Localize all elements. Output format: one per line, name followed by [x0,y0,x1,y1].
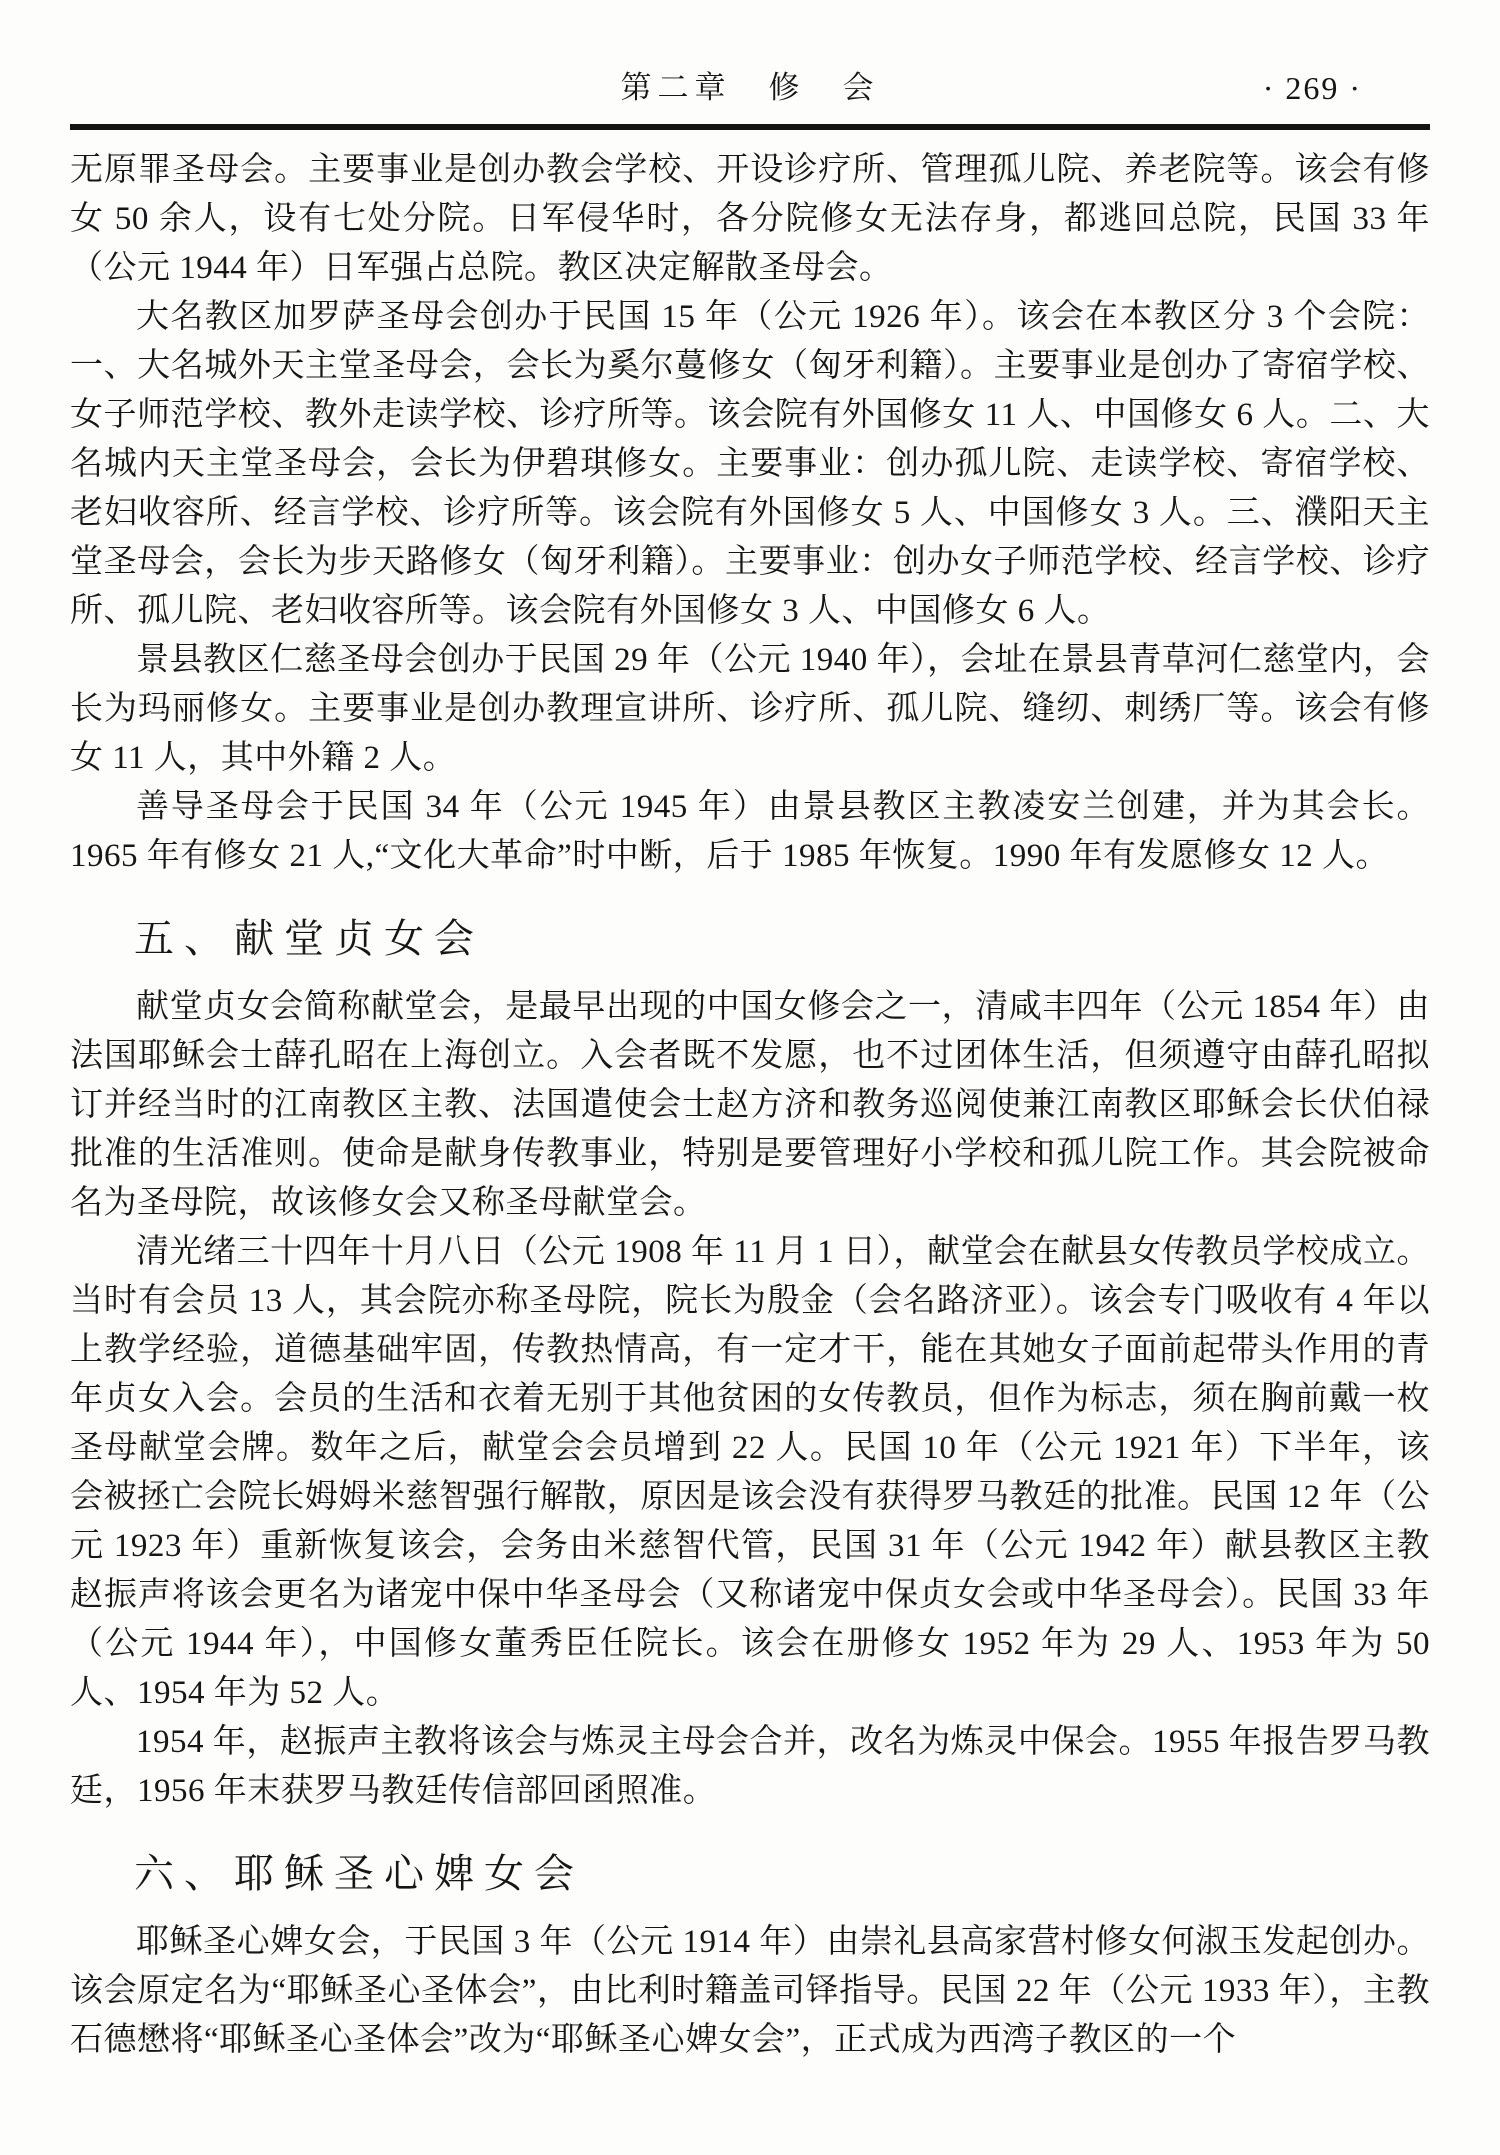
page-body [70,146,1430,2065]
section-heading-6: 六、耶稣圣心婢女会 [134,1851,584,1896]
body-paragraph-yesu-shengxin: 耶稣圣心婢女会，于民国 3 年（公元 1914 年）由崇礼县高家营村修女何淑玉发起创办。该会原定名为“耶稣圣心圣体会”，由比利时籍盖司铎指导。民国 22 年（公元 1933 年），主教石德懋将“耶稣圣心圣体会”改为“耶稣圣心婢女会”，正式成为西湾子教区的一个 [70,1924,1430,2058]
section-heading-5: 五、献堂贞女会 [134,916,484,961]
body-paragraph-xiantang-intro: 献堂贞女会简称献堂会，是最早出现的中国女修会之一，清咸丰四年（公元 1854 年）由法国耶稣会士薛孔昭在上海创立。入会者既不发愿，也不过团体生活，但须遵守由薛孔昭拟订并经当时的江南教区主教、法国遣使会士赵方济和教务巡阅使兼江南教区耶稣会长伏伯禄批准的生活准则。使命是献身传教事业，特别是要管理好小学校和孤儿院工作。其会院被命名为圣母院，故该修女会又称圣母献堂会。 [70,989,1430,1221]
body-paragraph-shandao: 善导圣母会于民国 34 年（公元 1945 年）由景县教区主教凌安兰创建，并为其会长。1965 年有修女 21 人,“文化大革命”时中断，后于 1985 年恢复。1990 年有发愿修女 12 人。 [70,789,1430,874]
body-paragraph-xiantang-merge: 1954 年，赵振声主教将该会与炼灵主母会合并，改名为炼灵中保会。1955 年报告罗马教廷，1956 年末获罗马教廷传信部回函照准。 [70,1724,1430,1809]
body-paragraph-continuation: 无原罪圣母会。主要事业是创办教会学校、开设诊疗所、管理孤儿院、养老院等。该会有修女 50 余人，设有七处分院。日军侵华时，各分院修女无法存身，都逃回总院，民国 33 年（公元 1944 年）日军强占总院。教区决定解散圣母会。 [70,152,1430,286]
page-number: · 269 · [1262,70,1362,106]
body-paragraph-xiantang-history: 清光绪三十四年十月八日（公元 1908 年 11 月 1 日），献堂会在献县女传教员学校成立。当时有会员 13 人，其会院亦称圣母院，院长为殷金（会名路济亚）。该会专门吸收有 4 年以上教学经验，道德基础牢固，传教热情高，有一定才干，能在其她女子面前起带头作用的青年贞女入会。会员的生活和衣着无别于其他贫困的女传教员，但作为标志，须在胸前戴一枚圣母献堂会牌。数年之后，献堂会会员增到 22 人。民国 10 年（公元 1921 年）下半年，该会被拯亡会院长姆姆米慈智强行解散，原因是该会没有获得罗马教廷的批准。民国 12 年（公元 1923 年）重新恢复该会，会务由米慈智代管，民国 31 年（公元 1942 年）献县教区主教赵振声将该会更名为诸宠中保中华圣母会（又称诸宠中保贞女会或中华圣母会）。民国 33 年（公元 1944 年），中国修女董秀臣任院长。该会在册修女 1952 年为 29 人、1953 年为 50 人、1954 年为 52 人。 [70,1234,1431,1711]
body-paragraph-daming: 大名教区加罗萨圣母会创办于民国 15 年（公元 1926 年）。该会在本教区分 3 个会院：一、大名城外天主堂圣母会，会长为奚尔蔓修女（匈牙利籍）。主要事业是创办了寄宿学校、女子师范学校、教外走读学校、诊疗所等。该会院有外国修女 11 人、中国修女 6 人。二、大名城内天主堂圣母会，会长为伊碧琪修女。主要事业：创办孤儿院、走读学校、寄宿学校、老妇收容所、经言学校、诊疗所等。该会院有外国修女 5 人、中国修女 3 人。三、濮阳天主堂圣母会，会长为步天路修女（匈牙利籍）。主要事业：创办女子师范学校、经言学校、诊疗所、孤儿院、老妇收容所等。该会院有外国修女 3 人、中国修女 6 人。 [70,299,1430,629]
page-header [70,64,1430,112]
chapter-title: 第二章 修 会 [620,70,880,105]
header-rule [70,124,1430,130]
body-paragraph-jingxian: 景县教区仁慈圣母会创办于民国 29 年（公元 1940 年），会址在景县青草河仁慈堂内，会长为玛丽修女。主要事业是创办教理宣讲所、诊疗所、孤儿院、缝纫、刺绣厂等。该会有修女 11 人，其中外籍 2 人。 [70,642,1430,776]
